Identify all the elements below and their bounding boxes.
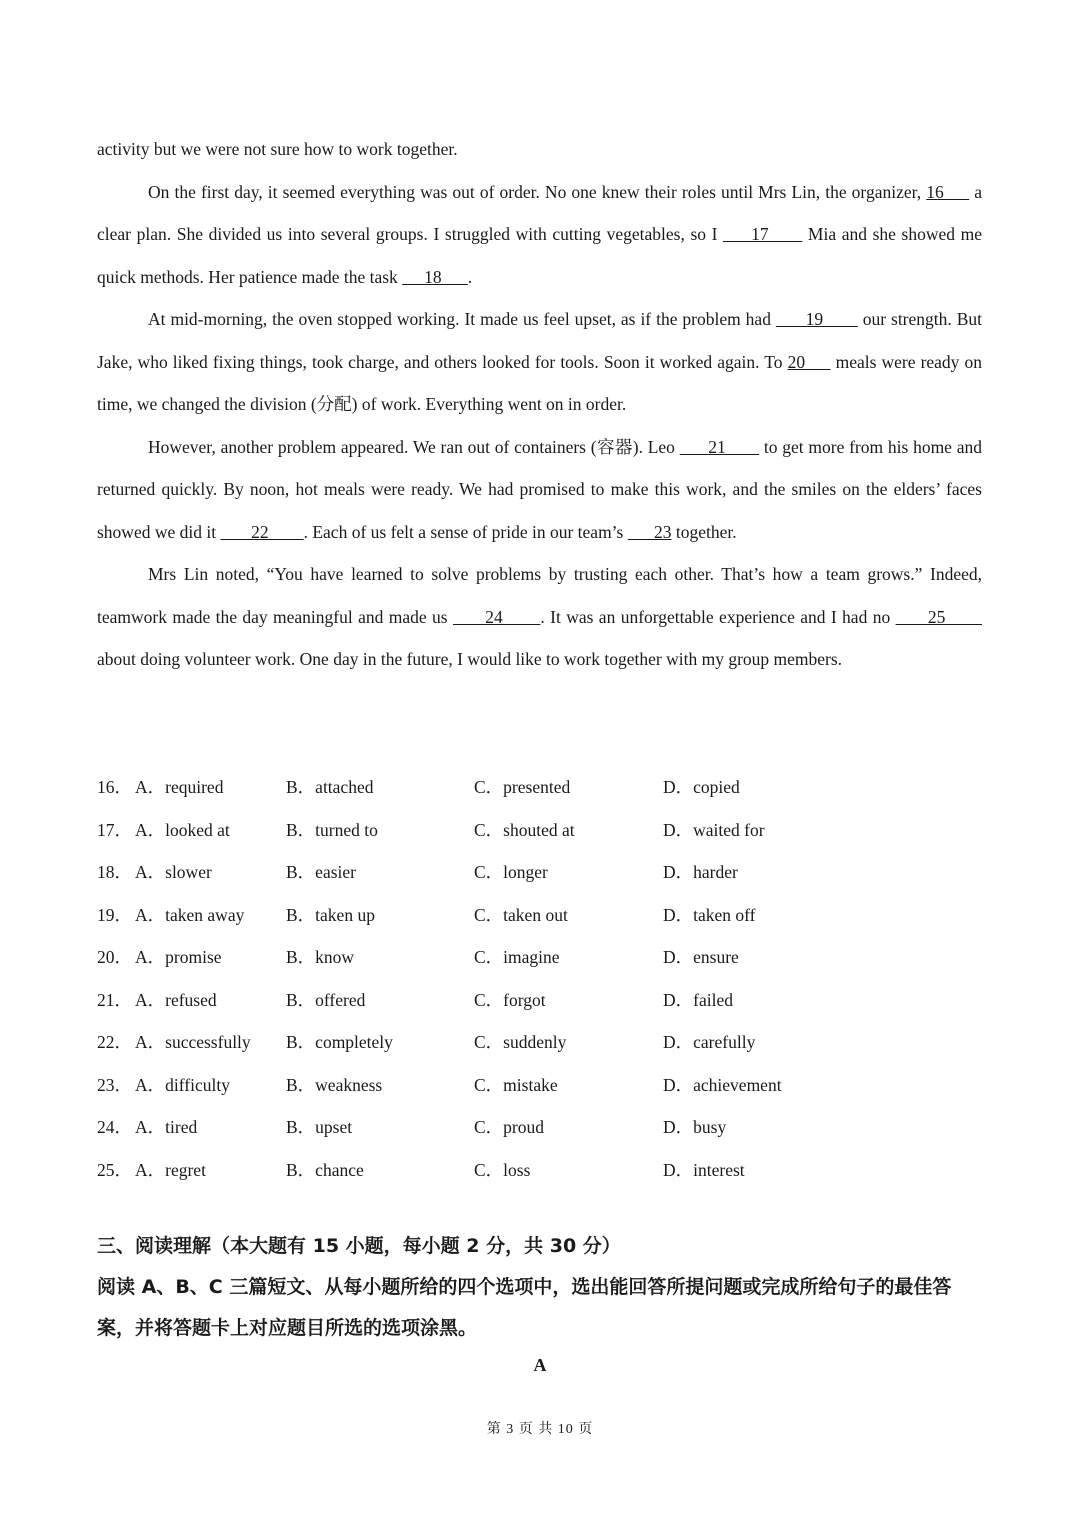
answer-options <box>97 766 982 1191</box>
question-number: 18． <box>97 862 132 882</box>
option-b: B．weakness <box>286 1074 383 1095</box>
blank-25: 25 <box>895 606 983 627</box>
option-d: D．waited for <box>663 819 765 840</box>
option-d: D．achievement <box>663 1074 782 1095</box>
passage-paragraph-2: At mid-morning, the oven stopped working. It made us feel upset, as if the problem had 19 our strength. But Jake, who liked fixing things, took charge, and others looked for tools. Soon it worked again. To 20 meals were ready on time, we changed the division (分配) of work. Everything went on in order. <box>97 309 983 414</box>
option-b: B．taken up <box>286 904 375 925</box>
question-number: 22． <box>97 1032 132 1052</box>
option-d: D．failed <box>663 989 733 1010</box>
question-number: 17． <box>97 819 132 840</box>
option-c: C．mistake <box>474 1074 558 1095</box>
option-b: B．completely <box>286 1032 393 1052</box>
option-b: B．chance <box>286 1159 364 1180</box>
blank-16: 16 <box>926 181 970 202</box>
question-row <box>97 851 982 894</box>
option-c: C．proud <box>474 1117 544 1137</box>
option-c: C．imagine <box>474 947 560 967</box>
section-title: 三、阅读理解（本大题有 15 小题，每小题 2 分，共 30 分） <box>97 1235 621 1257</box>
question-row <box>97 1064 982 1107</box>
passage-paragraph-0: activity but we were not sure how to work together. <box>97 139 458 159</box>
question-number: 23． <box>97 1074 132 1095</box>
option-d: D．interest <box>663 1159 745 1180</box>
option-c: C．shouted at <box>474 819 575 840</box>
option-a: A．refused <box>135 989 217 1010</box>
passage-subtitle: A <box>533 1355 547 1375</box>
option-c: C．presented <box>474 777 571 797</box>
option-c: C．suddenly <box>474 1032 567 1052</box>
section-instruction: 阅读 A、B、C 三篇短文、从每小题所给的四个选项中，选出能回答所提问题或完成所给句子的最佳答案，并将答题卡上对应题目所选的选项涂黑。 <box>97 1276 952 1339</box>
option-a: A．tired <box>135 1117 198 1137</box>
question-number: 25． <box>97 1159 132 1180</box>
blank-20: 20 <box>787 351 831 372</box>
blank-24: 24 <box>452 606 541 627</box>
option-d: D．ensure <box>663 947 739 967</box>
passage-paragraph-3: However, another problem appeared. We ran out of containers (容器). Leo 21 to get more from his home and returned quickly. By noon, hot meals were ready. We had promised to make this work, and the smiles on the elders’ faces showed we did it 22 . Each of us felt a sense of pride in our team’s 23 together. <box>97 436 982 542</box>
option-c: C．taken out <box>474 904 568 925</box>
option-b: B．know <box>286 947 355 967</box>
blank-18: 18 <box>402 266 468 287</box>
blank-19: 19 <box>775 309 858 329</box>
option-a: A．successfully <box>135 1032 251 1052</box>
blank-22: 22 <box>220 521 304 542</box>
option-a: A．looked at <box>135 819 230 840</box>
page-footer: 第 3 页 共 10 页 <box>486 1422 594 1437</box>
question-row <box>97 936 982 979</box>
question-row <box>97 979 982 1022</box>
option-b: B．turned to <box>286 819 378 840</box>
option-a: A．slower <box>135 862 212 882</box>
question-row <box>97 1149 982 1192</box>
option-c: C．longer <box>474 862 548 882</box>
blank-17: 17 <box>723 224 803 244</box>
cloze-passage <box>97 128 982 681</box>
option-b: B．offered <box>286 989 366 1010</box>
question-row <box>97 766 982 809</box>
option-b: B．upset <box>286 1117 353 1137</box>
question-number: 19． <box>97 904 132 925</box>
option-a: A．difficulty <box>135 1074 230 1095</box>
question-number: 16． <box>97 777 132 797</box>
option-a: A．regret <box>135 1159 206 1180</box>
option-d: D．busy <box>663 1117 727 1137</box>
question-number: 20． <box>97 947 132 967</box>
question-row <box>97 894 982 937</box>
option-a: A．promise <box>135 947 222 967</box>
option-d: D．carefully <box>663 1032 756 1052</box>
question-row <box>97 1021 982 1064</box>
option-b: B．attached <box>286 777 374 797</box>
question-row <box>97 809 982 852</box>
blank-23: 23 <box>627 521 672 542</box>
option-c: C．forgot <box>474 989 546 1010</box>
question-number: 21． <box>97 989 132 1010</box>
question-row <box>97 1106 982 1149</box>
option-d: D．harder <box>663 862 738 882</box>
passage-paragraph-4: Mrs Lin noted, “You have learned to solve problems by trusting each other. That’s how a team grows.” Indeed, teamwork made the day meaningful and made us 24 . It was an unforgettable experience and I had no 25 about doing volunteer work. One day in the future, I would like to work together with my group members. <box>97 564 983 669</box>
option-a: A．taken away <box>135 904 245 925</box>
blank-21: 21 <box>679 436 760 457</box>
option-d: D．copied <box>663 777 740 797</box>
option-d: D．taken off <box>663 904 756 925</box>
question-number: 24． <box>97 1117 132 1137</box>
option-a: A．required <box>135 777 224 797</box>
option-b: B．easier <box>286 862 356 882</box>
passage-paragraph-1: On the first day, it seemed everything was out of order. No one knew their roles until Mrs Lin, the organizer, 16 a clear plan. She divided us into several groups. I struggled with cutting vegetables, so I 17 Mia and she showed me quick methods. Her patience made the task 18 . <box>97 181 982 287</box>
option-c: C．loss <box>474 1159 531 1180</box>
